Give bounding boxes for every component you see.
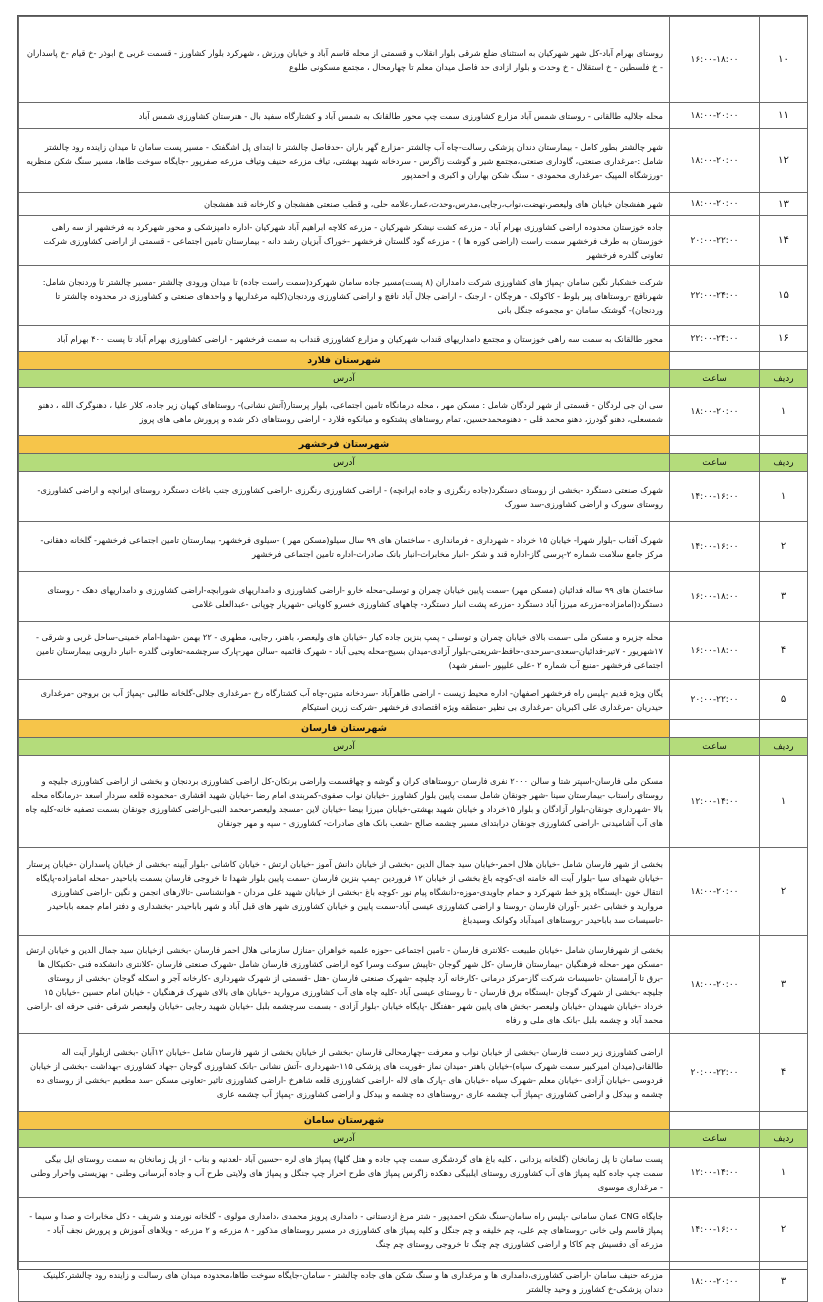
column-header-row-number: ردیف (760, 370, 808, 388)
outage-time: ۱۸:۰۰-۲۰:۰۰ (670, 1262, 760, 1302)
column-header-row-number: ردیف (760, 738, 808, 756)
outage-address: سی ان جی لردگان - قسمتی از شهر لردگان شامل : مسکن مهر ، محله درمانگاه تامین اجتماعی، بلوار پرستار(آتش نشانی)- روستاهای کهیان زیر جاده، کلار علیا ، دهنوگرک الله ، دهنو شمسعلی، دهنو گودرز، دهنو محمد قلی - دهنومحمدحسین، تمام روستاهای پشتکوه و میانکوه فلارد - اراضی روستاهای ذکر شده و پرورش ماهی های پروز (19, 388, 670, 436)
outage-time: ۱۸:۰۰-۲۰:۰۰ (670, 936, 760, 1034)
table-row (19, 17, 808, 103)
table-row (19, 756, 808, 848)
county-header-blank (670, 352, 760, 370)
row-number: ۱ (760, 1148, 808, 1198)
table-row (19, 1198, 808, 1262)
county-header-row (19, 436, 808, 454)
outage-address: یگان ویژه قدیم -پلیس راه فرخشهر اصفهان- اداره محیط زیست - اراضی طاهرآباد -سردخانه متین-چاه آب کشتارگاه رخ -مرغداری جلالی-گلخانه طالبی -پمپاژ آب بن بروجن -مرغداری حیدریان -مرغداری علی اکبریان -مرغداری بی نظیر -منطقه ویژه اقتصادی فرخشهر -شرکت زرین استیکام (19, 680, 670, 720)
outage-address: محله جزیره و مسکن ملی -سمت بالای خیابان چمران و توسلی - پمپ بنزین جاده کیار -خیابان های ولیعصر، باهنر، رجایی، مطهری - ۲۲ بهمن -شهدا-امام خمینی-ساحل غربی و شرقی - ۱۷شهریور - ۷تیر-فدائیان-سعدی-سرحدی-حافظ-شریعتی-بلوار آزادی-میدان بسیج-محله یحیی آباد - شهرک قائمیه -سالن مهر-پارک سرچشمه-تعاونی گلدره -انبار دارویی بیمارستان تامین اجتماعی فرخشهر -منبع آب شماره ۲ -علی علیپور -اسفر شهد) (19, 622, 670, 680)
county-header-blank (760, 1112, 808, 1130)
column-header-row (19, 1130, 808, 1148)
table-row (19, 572, 808, 622)
outage-address: پست سامان تا پل زمانخان (گلخانه یزدانی ، کلیه باغ های گردشگری سمت چپ جاده و هتل گلها) پمپاژ های لره -حسین آباد -لعدنیه و بناب - از پل زمانخان به سمت روستای ایل بیگی سمت چپ جاده کلیه پمپاژ های آب کشاورزی روستای ایلبیگی دهکده زاگرس پمپاژ های طرح احرار چپ جنگل و پمپاژ های ولایتی طرح آب و جاده آبرسانی وطنی - بهزیستی واحرار وطنی - مرغداری موسوی (19, 1148, 670, 1198)
outage-time: ۲۰:۰۰-۲۲:۰۰ (670, 680, 760, 720)
outage-time: ۱۶:۰۰-۱۸:۰۰ (670, 622, 760, 680)
column-header-row-number: ردیف (760, 1130, 808, 1148)
county-name: شهرستان فلارد (19, 352, 670, 370)
table-row (19, 388, 808, 436)
outage-address: ساختمان های ۹۹ ساله فدائیان (مسکن مهر) -سمت پایین خیابان چمران و توسلی-محله خارو -اراضی کشاورزی و دامداریهای شورابچه-اراضی کشاورزی و دامداریهای دهک - روستای دستگرد(امامزاده-مزرعه میرزا آباد دستگرد -مزرعه پشت انبار دستگرد- چاههای کشاورزی خسرو کاویانی -شهریار چوپانی -عبدالعلی غلامی (19, 572, 670, 622)
row-number: ۱۵ (760, 266, 808, 326)
outage-time: ۱۲:۰۰-۱۴:۰۰ (670, 756, 760, 848)
county-header-blank (670, 436, 760, 454)
column-header-row (19, 738, 808, 756)
outage-address: مسکن ملی فارسان-اسپتر شتا و سالن ۲۰۰۰ نفری فارسان -روستاهای کران و گوشه و چهاقسمت واراضی برنکان-کل اراضی کشاورزی بردنجان و بخشی از اراضی کشاورزی جلیچه و روستای راستاب -بیمارستان سینا -شهر جونقان شامل سمت پایین بلوار کشاورز -خیابان نواب صفوی-کمربندی امام رضا -خیابان شهید افشاری -محموده قلعه سردار اسعد -درمانگاه محله بالا -شهرداری جونقان-بلوار آزادگان و بلوار ۱۵خرداد و خیابان شهید بهشتی-خیابان میرزا بیضا -خیابان لاین -مسجد ولیعصر-محمد النبی-اراضی کشاورزی جونقان بسمت تصفیه خانه-کلیه چاه های آب آشامیدنی -اراضی کشاورزی جونقان درابتدای مسیر چشمه صالح -شعب بانک های صادرات- کشاورزی - سپه و مهر جونقان (19, 756, 670, 848)
outage-time: ۲۲:۰۰-۲۴:۰۰ (670, 266, 760, 326)
outage-time: ۱۴:۰۰-۱۶:۰۰ (670, 1198, 760, 1262)
row-number: ۱۲ (760, 129, 808, 193)
outage-time: ۱۲:۰۰-۱۴:۰۰ (670, 1148, 760, 1198)
outage-time: ۲۲:۰۰-۲۴:۰۰ (670, 326, 760, 352)
table-row (19, 522, 808, 572)
row-number: ۵ (760, 680, 808, 720)
table-row (19, 1148, 808, 1198)
outage-address: بخشی از شهر فارسان شامل -خیابان هلال احمر-خیابان سید جمال الدین -بخشی از خیابان دانش آموز -خیابان ارتش - خیابان کاشانی -بلوار آیینه -بخشی از خیابان پاسداران -خیابان پرستار -خیابان شهدای سیا -بلوار آیت اله خامنه ای-کوچه باغ بخشی از خیابان ۱۲ فروردین -پمپ بنزین فارسان -سمت پایین بلوار شهدا تا خروجی فارسان بسمت باباحیدر -محله امامزاده-پایگاه انتقال خون -ایستگاه پژو خط شهرکرد و حمام جاویدی-موزه-دانشگاه پیام نور -کوچه باغ -بخشی از خیابان شهید علی مردان - هوانشناسی -تالارهای انجمن و نگین -اراضی کشاورزی مروارید و خشابی -غدیر -آوران فارسان -روستا و اراضی کشاورزی عیسی آباد-سمت پایین و خیابان کشاورزی شهر های قبل آباد و شهر باباحیدر -بخشداری و دفتر امام جمعه باباحیدر -تاسیسات سد باباحیدر -روستاهای امیدآباد وکوانک وسیدباغ (19, 848, 670, 936)
county-name: شهرستان سامان (19, 1112, 670, 1130)
outage-time: ۱۶:۰۰-۱۸:۰۰ (670, 17, 760, 103)
outage-address: جایگاه CNG عمان سامانی -پلیس راه سامان-سنگ شکن احمدپور - شتر مرغ ازدستانی - دامداری پرویز محمدی ،دامداری مولوی - گلخانه نورمند و شریف - دکل مخابرات و صدا و سیما - پمپاژ قاسم ولی خانی -روستاهای چم علی، چم خلیفه و چم جنگل و کلیه پمپاژ های کشاورزی در مسیر روستاهای مذکور - ۸ مزرعه و ۲ مزرعه - ویلاهای آموزش و پرورش نجف آباد - مزرعه آی دقسیش چم کاکا و اراضی کشاورزی چم چنگ تا خروجی روستای چم چنگ (19, 1198, 670, 1262)
outage-address: مزرعه حنیف سامان -اراضی کشاورزی،دامداری ها و مرغداری ها و سنگ شکن های جاده چالشتر - سامان-جایگاه سوخت طاها،محدوده میدان های رسالت و زاینده رود چالشتر،کلینیک دندان پزشکی-خ کشاورز و وحید چالشتر (19, 1262, 670, 1302)
column-header-time: ساعت (670, 738, 760, 756)
outage-time: ۱۸:۰۰-۲۰:۰۰ (670, 129, 760, 193)
outage-time: ۱۸:۰۰-۲۰:۰۰ (670, 103, 760, 129)
table-row (19, 936, 808, 1034)
column-header-row (19, 370, 808, 388)
county-header-blank (760, 436, 808, 454)
table-row (19, 193, 808, 216)
outage-address: شرکت خشکبار نگین سامان -پمپاژ های کشاورزی شرکت دامداران (۸ پست)مسیر جاده سامان شهرکرد(سمت راست جاده) تا میدان ورودی چالشتر -مسیر چالشتر تا وردنجان شامل: شهرنافچ -روستاهای پیر بلوط - کاکولک - هرچگان - ارجنک - اراضی جلال آباد نافچ و اراضی کشاورزی وردنجان(کلیه مرغداریها و واحدهای صنعتی و کشاورزی در محدوده چالشتر تا وردنجان)- گوشتک سامان -و مجموعه جنگل بانی (19, 266, 670, 326)
outage-time: ۱۴:۰۰-۱۶:۰۰ (670, 522, 760, 572)
outage-time: ۱۸:۰۰-۲۰:۰۰ (670, 193, 760, 216)
row-number: ۱ (760, 756, 808, 848)
column-header-address: آدرس (19, 454, 670, 472)
outage-address: محور طالقانک به سمت سه راهی خوزستان و مجتمع دامداریهای قنداب شهرکیان و مزارع کشاورزی قنداب به سمت فرخشهر - اراضی کشاورزی بهرام آباد تا پست ۴۰۰ بهرام آباد (19, 326, 670, 352)
row-number: ۲ (760, 1198, 808, 1262)
table-row (19, 1034, 808, 1112)
column-header-time: ساعت (670, 454, 760, 472)
table-row (19, 848, 808, 936)
county-header-blank (670, 1112, 760, 1130)
outage-time: ۱۸:۰۰-۲۰:۰۰ (670, 848, 760, 936)
table-row (19, 129, 808, 193)
county-name: شهرستان فارسان (19, 720, 670, 738)
outage-address: شهر چالشتر بطور کامل - بیمارستان دندان پزشکی رسالت-چاه آب چالشتر -مزارع گهر باران -حدفاصل چالشتر تا ابتدای پل اشگفتک - مسیر پست سامان تا میدان زاینده رود چالشتر شامل :-مرغداری صنعتی، گاوداری صنعتی،مجتمع شیر و گوشت زاگرس - سردخانه شهید بهشتی، تیاف مزرعه حنیف وتیاف مزرعه صفرپور -جایگاه سوخت طاها، مسیر سنگ شکن منظریه -ورزشگاه المپیک -مرغداری محمودی - سنگ شکن بهاران و اکبری و احمدپور (19, 129, 670, 193)
row-number: ۱ (760, 472, 808, 522)
outage-address: روستای بهرام آباد-کل شهر شهرکیان به استثنای ضلع شرقی بلوار انقلاب و قسمتی از محله قاسم آباد و خیابان ورزش ، شهرکرد بلوار کشاورز - قسمت غربی خ ابوذر -خ قیام -خ پاسداران - خ فلسطین - خ استقلال - خ وحدت و بلوار ازادی حد فاصل میدان معلم تا چهارمحال ، مجتمع مسکونی طلوع (19, 17, 670, 103)
row-number: ۱ (760, 388, 808, 436)
table-row (19, 622, 808, 680)
outage-address: شهرک آفتاب -بلوار شهرا- خیابان ۱۵ خرداد - شهرداری - فرمانداری - ساختمان های ۹۹ سال سیلو(مسکن مهر ) -سیلوی فرخشهر- بیمارستان تامین اجتماعی فرخشهر- گلخانه دهقانی-مرکز جامع سلامت شماره ۲-پرسی گاز-اداره قند و شکر -انبار مخابرات-انبار بانک صادرات-اداره تامین اجتماعی فرخشهر (19, 522, 670, 572)
outage-schedule-table (18, 16, 808, 1302)
column-header-time: ساعت (670, 1130, 760, 1148)
row-number: ۱۰ (760, 17, 808, 103)
row-number: ۳ (760, 936, 808, 1034)
table-row (19, 326, 808, 352)
row-number: ۱۴ (760, 216, 808, 266)
outage-address: اراضی کشاورزی زیر دست فارسان -بخشی از خیابان نواب و معرفت -چهارمحالی فارسان -بخشی از خیابان بخشی از شهر فارسان شامل -خیابان ۱۲آبان -بخشی ازبلوار آیت اله طالقانی(میدان امیرکبیر سمت شهرک سپاه)-خیابان باهنر -میدان نماز -فوریت های پزشکی ۱۱۵-شهرداری -آتش نشانی -بانک کشاورزی گوجان -جهاد کشاورزی -بهداشت -بخشی از خیابان فردوسی -خیابان آزادی -خیابان معلم -شهرک سپاه -خیابان های -پارک های لاله -اراضی کشاورزی قلعه شاهرخ -اراضی کشاورزی تاثیر -تعاونی مسکن -سد مطعیم -بخشی از روستای ده چشمه و بیدکل و اراضی کشاورزی -پمپاژ آب چشمه عاری -روستاهای ده چشمه و بیدکل و اراضی کشاورزی -پمپاژ آب چشمه عاری (19, 1034, 670, 1112)
row-number: ۱۱ (760, 103, 808, 129)
outage-address: جاده خوزستان محدوده اراضی کشاورزی بهرام آباد - مزرعه کشت نیشکر شهرکیان - مزرعه کلاچه ابراهیم آباد شهرکیان -اداره دامپزشکی و محور شهرکرد به فرخشهر از سه راهی خوزستان به طرف فرخشهر سمت راست (اراضی کوره ها ) - مزرعه گود گلستان فرخشهر -خوراک آبزیان رشد دانه - بیمارستان تامین اجتماعی - قسمتی از اراضی کشاورزی شرکت تعاونی گلدره فرخشهر (19, 216, 670, 266)
outage-time: ۲۰:۰۰-۲۲:۰۰ (670, 1034, 760, 1112)
outage-time: ۱۸:۰۰-۲۰:۰۰ (670, 388, 760, 436)
column-header-row (19, 454, 808, 472)
outage-address: بخشی از شهرفارسان شامل -خیابان طبیعت -کلانتری فارسان - تامین اجتماعی -حوزه علمیه خواهران -منازل سازمانی هلال احمر فارسان -بخشی ازخیابان سید جمال الدین و خیابان ارتش -مسکن مهر -محله فرهنگیان -بیمارستان فارسان -کل شهر گوجان -تاپیش سوکت وسرا کوه اراضی کشاورزی فارسان شامل -شهرک صنعتی فارسان -کلانتری دانشکده فنی -تکنیکال ها -برق تا آرامستان -تاسیسات شرکت گاز-مرکز درمانی -کارخانه آرد چلیچه -شهرک صنعتی فارسان -هتل -قسمتی از شهرک شهرداری -کارخانه آجر و اسکله گوجان -بخشی از روستای جلیچه -بخشی از شهرک گوجان -ایستگاه برق فارسان - تا روستای عیسی آباد -کلیه چاه های آب کشاورزی مروارید -خیابان های بالای شهرک فرهنگیان - خیابان امام حسین -خیابان ۱۵ خرداد -خیابان شهیدان -خیابان ولیعصر -بخش های پایین شهر -هفتگل -پایگاه خیابان -بلوار آزادی - بسمت سرچشمه بلبل -خیابان شهید رجایی -خیابان ولیعصر شرقی -فنی حرفه ای -اراضی محمد آباد و چشمه بلبل -بانک های ملی و رفاه (19, 936, 670, 1034)
row-number: ۲ (760, 522, 808, 572)
outage-time: ۲۰:۰۰-۲۲:۰۰ (670, 216, 760, 266)
county-header-row (19, 720, 808, 738)
column-header-row-number: ردیف (760, 454, 808, 472)
row-number: ۳ (760, 1262, 808, 1302)
table-row (19, 1262, 808, 1302)
outage-address: شهر هفشجان خیابان های ولیعصر،نهضت،نواب،رجایی،مدرس،وحدت،عمار،علامه حلی، و قطب صنعتی هفشجان و کارخانه قند هفشجان (19, 193, 670, 216)
table-row (19, 472, 808, 522)
schedule-page (17, 15, 808, 1294)
outage-time: ۱۶:۰۰-۱۸:۰۰ (670, 572, 760, 622)
county-header-row (19, 1112, 808, 1130)
table-row (19, 216, 808, 266)
column-header-time: ساعت (670, 370, 760, 388)
row-number: ۳ (760, 572, 808, 622)
column-header-address: آدرس (19, 1130, 670, 1148)
table-row (19, 680, 808, 720)
row-number: ۴ (760, 1034, 808, 1112)
row-number: ۲ (760, 848, 808, 936)
county-header-row (19, 352, 808, 370)
column-header-address: آدرس (19, 738, 670, 756)
outage-time: ۱۴:۰۰-۱۶:۰۰ (670, 472, 760, 522)
outage-address: محله جلالیه طالقانی - روستای شمس آباد مزارع کشاورزی سمت چپ محور طالقانک به شمس آباد و کشتارگاه سفید بال - هنرستان کشاورزی شمس آباد (19, 103, 670, 129)
row-number: ۱۶ (760, 326, 808, 352)
county-header-blank (760, 720, 808, 738)
table-row (19, 103, 808, 129)
county-header-blank (670, 720, 760, 738)
outage-address: شهرک صنعتی دستگرد -بخشی از روستای دستگرد(جاده رنگرزی و جاده ایرانچه) - اراضی کشاورزی رنگرزی -اراضی کشاورزی جنب باغات دستگرد روستای ایرانچه و اراضی کشاورزی-روستای سورک و اراضی کشاورزی-سد سورک (19, 472, 670, 522)
county-header-blank (760, 352, 808, 370)
county-name: شهرستان فرخشهر (19, 436, 670, 454)
row-number: ۱۳ (760, 193, 808, 216)
column-header-address: آدرس (19, 370, 670, 388)
row-number: ۴ (760, 622, 808, 680)
table-row (19, 266, 808, 326)
